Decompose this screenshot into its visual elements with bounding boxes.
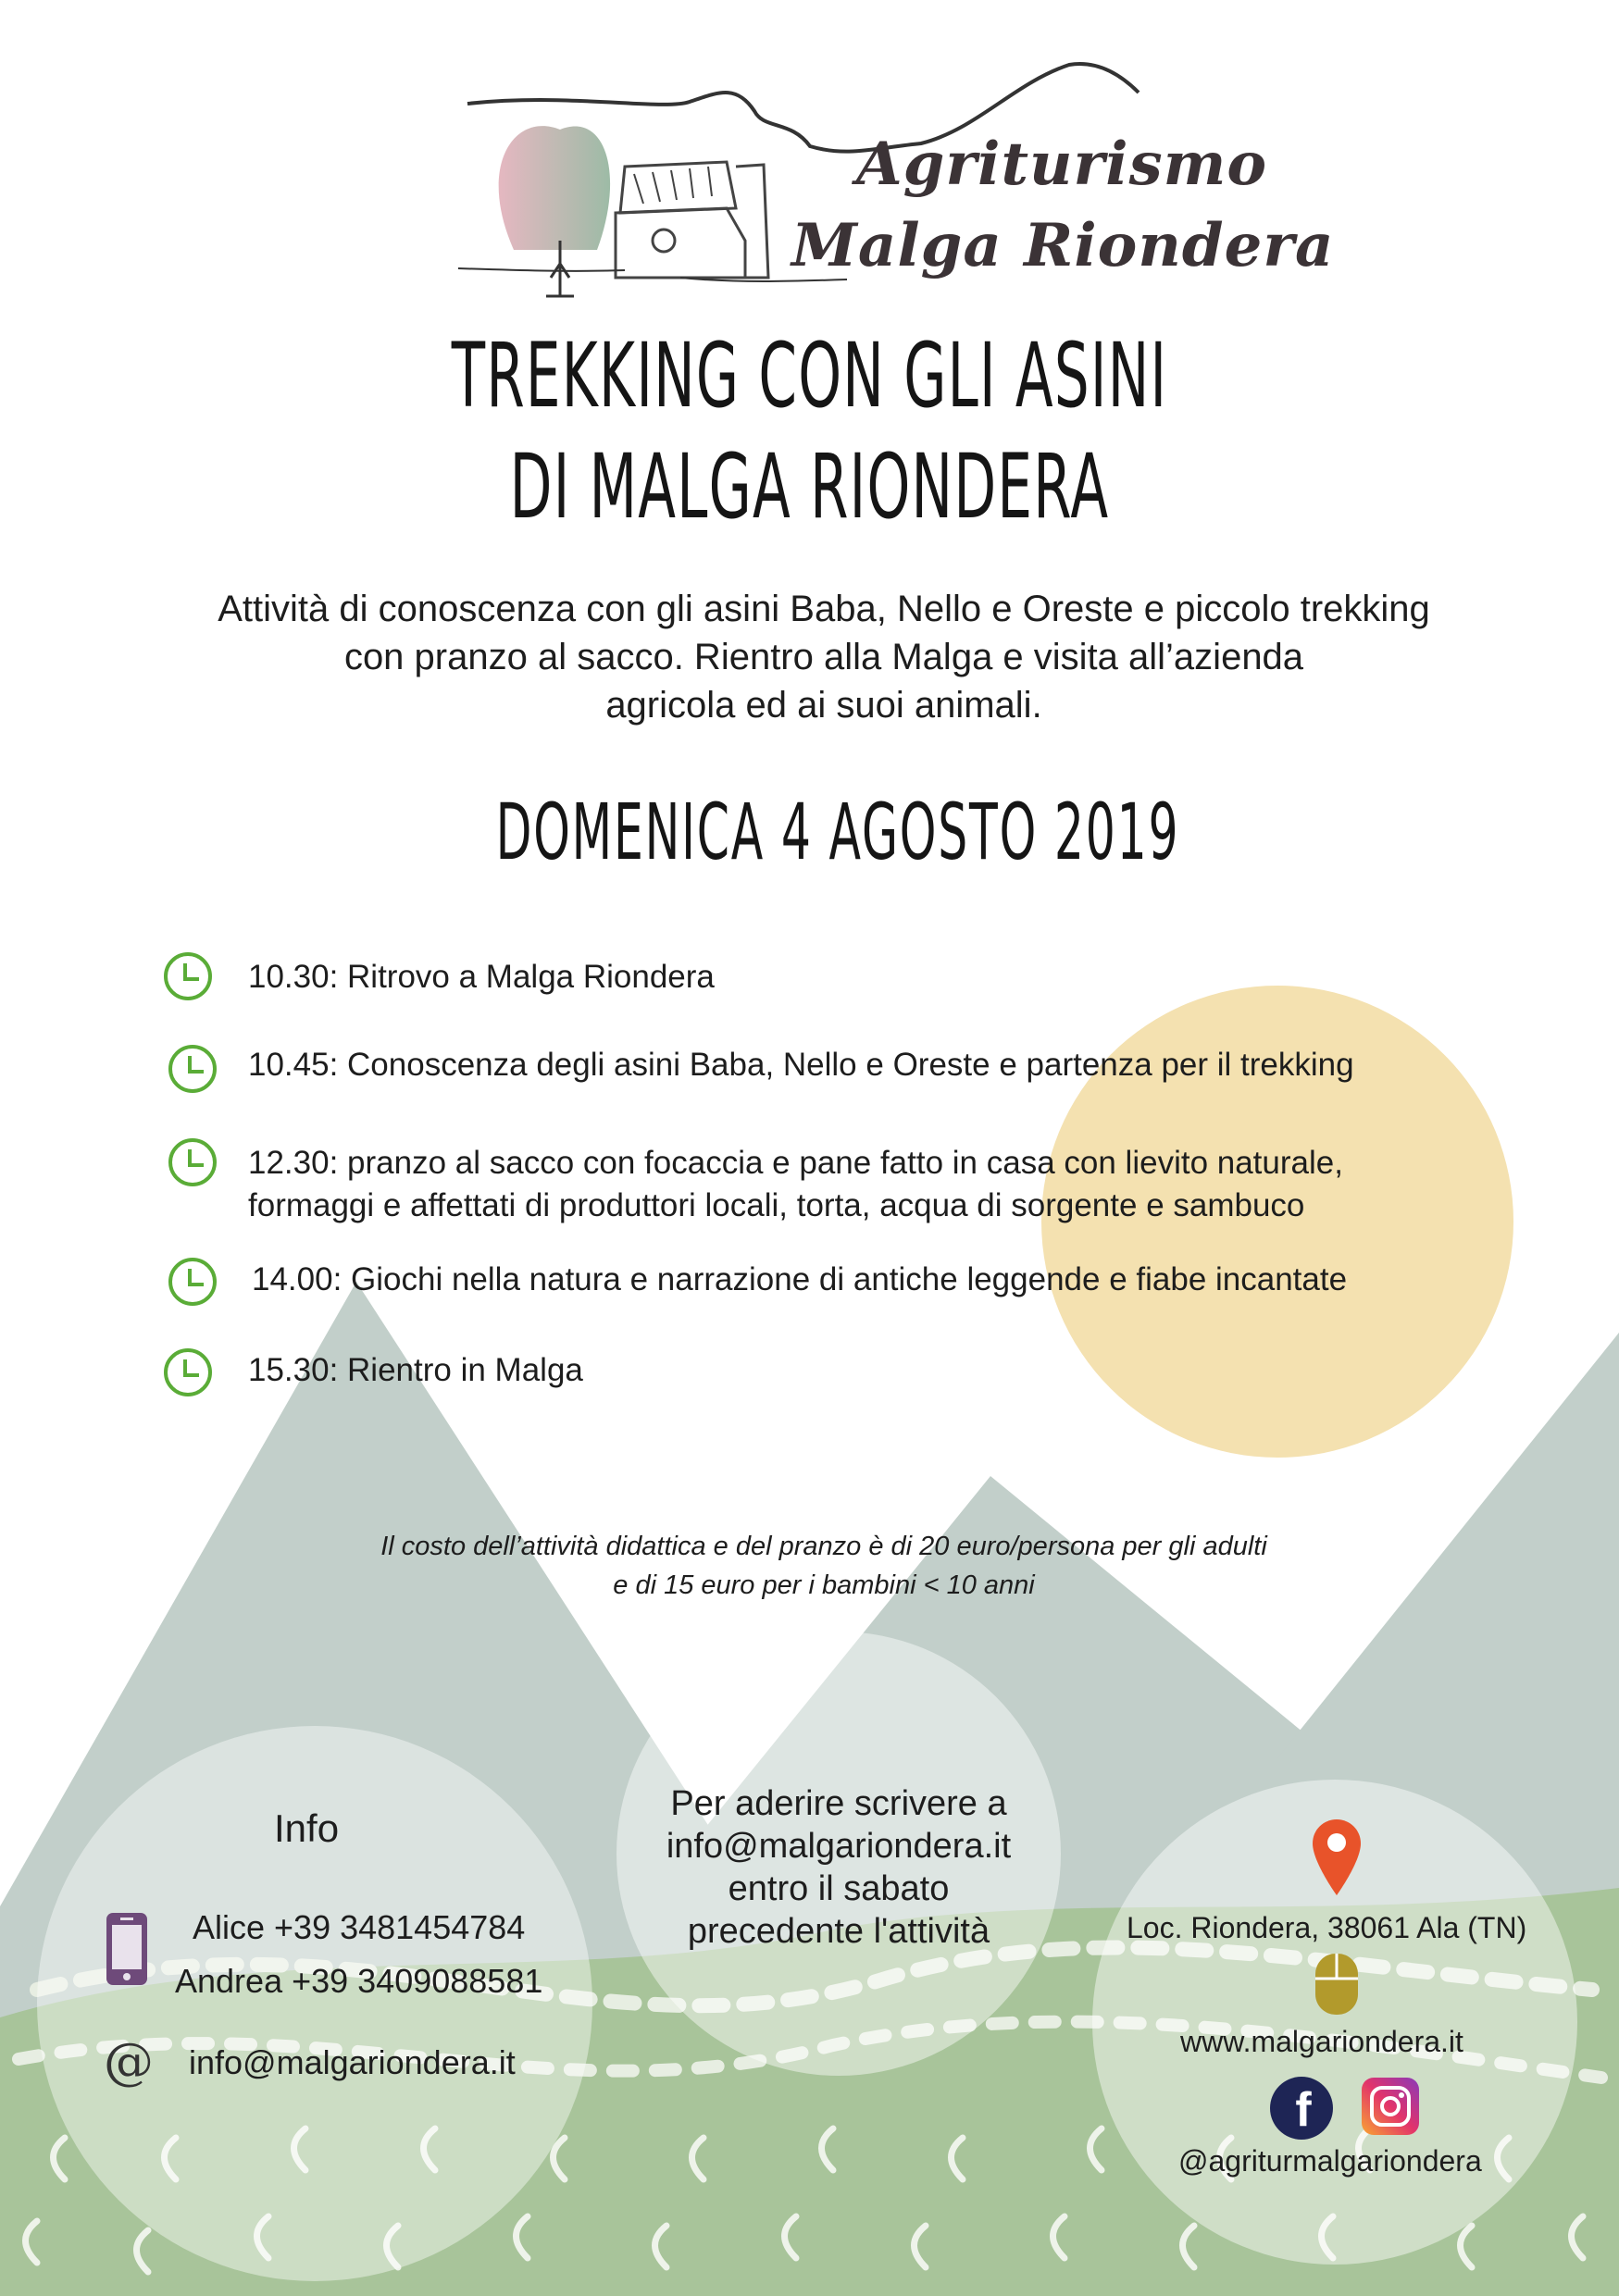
- phone-icon: [104, 1910, 150, 1988]
- phone-alice[interactable]: Alice +39 3481454784: [193, 1908, 526, 1946]
- facebook-letter: f: [1295, 2083, 1312, 2137]
- event-title-line1: TREKKING CON GLI ASINI: [451, 324, 1168, 428]
- description-line1: Attività di conoscenza con gli asini Baba, Nello e Oreste e piccolo trekking: [218, 589, 1430, 629]
- price-note: [185, 1527, 1463, 1605]
- schedule-item-4: [252, 1259, 1347, 1301]
- schedule-item-3: [248, 1142, 1343, 1227]
- signup-line1: Per aderire scrivere a: [670, 1784, 1007, 1823]
- at-icon: @: [104, 2032, 154, 2091]
- schedule-item-3-text-line1: 12.30: pranzo al sacco con focaccia e pane fatto in casa con lievito naturale,: [248, 1145, 1343, 1181]
- clock-icon: [162, 950, 214, 1002]
- description-line3: agricola ed ai suoi animali.: [605, 685, 1042, 726]
- mouse-icon: [1313, 1951, 1361, 2017]
- contact-website[interactable]: www.malgariondera.it: [1180, 2025, 1463, 2058]
- facebook-icon[interactable]: [1269, 2076, 1334, 2141]
- signup-line3: entro il sabato: [728, 1869, 950, 1908]
- signup-email[interactable]: info@malgariondera.it: [666, 1827, 1012, 1866]
- location-pin-icon: [1310, 1818, 1364, 1897]
- contact-address: Loc. Riondera, 38061 Ala (TN): [1127, 1911, 1527, 1944]
- brand-name-line2: Malga Riondera: [791, 211, 1335, 280]
- price-line2: e di 15 euro per i bambini < 10 anni: [613, 1570, 1035, 1600]
- schedule-item-5-text: 15.30: Rientro in Malga: [248, 1352, 583, 1388]
- brand-name-line1: Agriturismo: [856, 130, 1267, 199]
- signup-line4: precedente l'attività: [687, 1912, 990, 1951]
- schedule-item-3-text-line2: formaggi e affettati di produttori locali, torta, acqua di sorgente e sambuco: [248, 1187, 1305, 1223]
- schedule-item-1-text: 10.30: Ritrovo a Malga Riondera: [248, 959, 715, 995]
- schedule-item-4-text: 14.00: Giochi nella natura e narrazione di antiche leggende e fiabe incantate: [252, 1261, 1348, 1297]
- schedule-item-2-text: 10.45: Conoscenza degli asini Baba, Nello e Oreste e partenza per il trekking: [248, 1047, 1354, 1083]
- description-line2: con pranzo al sacco. Rientro alla Malga e visita all’azienda: [343, 637, 1304, 677]
- clock-icon: [167, 1043, 218, 1095]
- schedule-item-2: [248, 1044, 1354, 1086]
- clock-icon: [162, 1347, 214, 1398]
- event-description: [139, 585, 1509, 729]
- schedule-item-1: [248, 956, 715, 999]
- event-date: DOMENICA 4 AGOSTO 2019: [495, 787, 1180, 877]
- schedule-item-5: [248, 1349, 583, 1392]
- instagram-icon[interactable]: [1361, 2077, 1420, 2136]
- info-email[interactable]: info@malgariondera.it: [189, 2043, 516, 2081]
- signup-text: [635, 1782, 1042, 1953]
- phone-andrea[interactable]: Andrea +39 3409088581: [175, 1962, 543, 2000]
- price-line1: Il costo dell’attività didattica e del pranzo è di 20 euro/persona per gli adulti: [380, 1532, 1267, 1561]
- contact-social-handle[interactable]: @agriturmalgariondera: [1178, 2144, 1482, 2178]
- info-heading: Info: [274, 1806, 340, 1850]
- clock-icon: [167, 1256, 218, 1308]
- event-title-line2: DI MALGA RIONDERA: [509, 435, 1110, 539]
- clock-icon: [167, 1136, 218, 1188]
